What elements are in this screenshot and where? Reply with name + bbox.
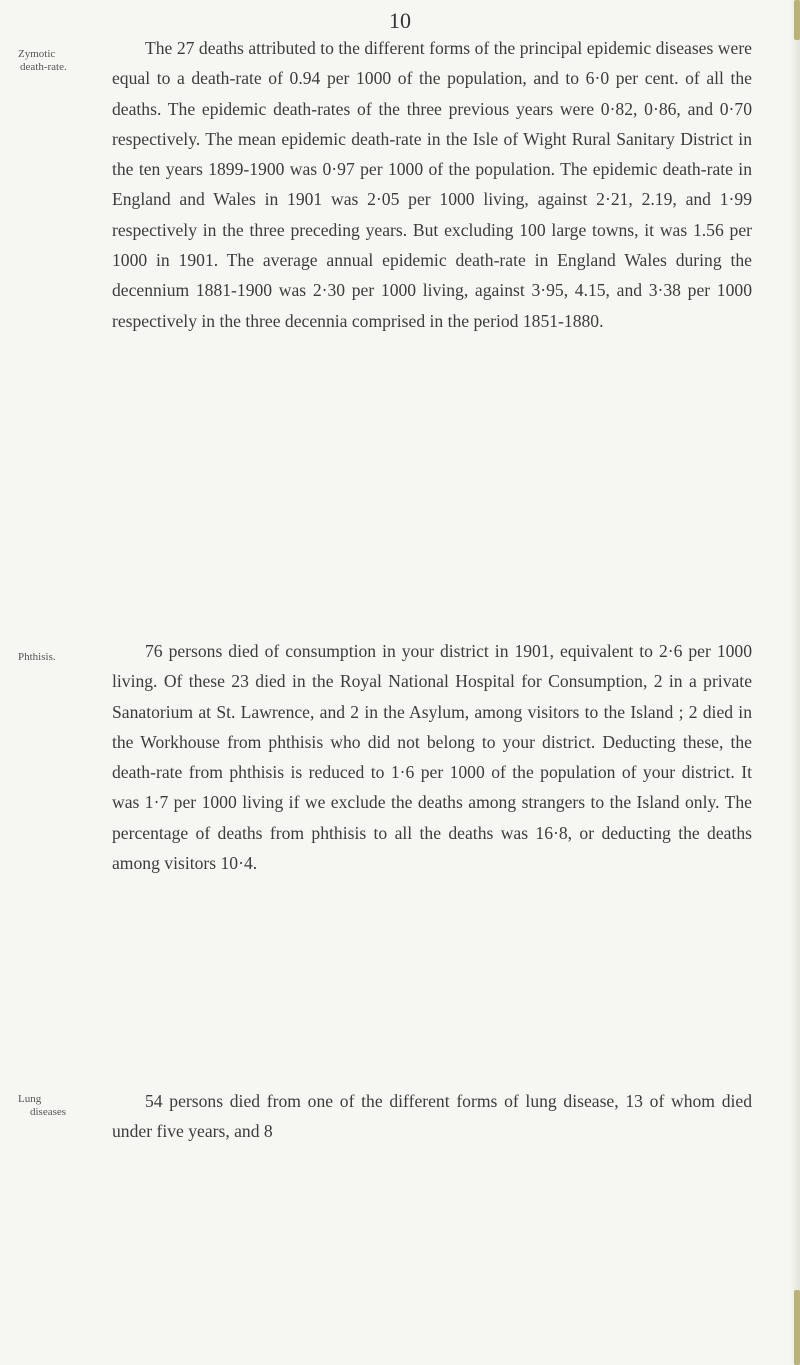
page-edge-stain: [794, 1290, 800, 1365]
paragraph-lung-diseases: 54 persons died from one of the different forms of lung disease, 13 of whom died under five years, and 8: [112, 1091, 752, 1142]
page-edge-shadow: [790, 0, 800, 1365]
sidenote-phthisis: [18, 651, 98, 664]
sidenote-line: Phthisis.: [18, 651, 56, 663]
paragraph-phthisis: 76 persons died of consumption in your district in 1901, equivalent to 2·6 per 1000 living. Of these 23 died in the Royal National Hospital for Consumption, 2 in a private Sanatorium at St. Lawrence, and 2 in the Asylum, among visitors to the Island ; 2 died in the Workhouse from phthisis who did not belong to your district. Deducting these, the death-rate from phthisis is reduced to 1·6 per 1000 of the population of your district. It was 1·7 per 1000 living if we exclude the deaths among strangers to the Island only. The percentage of deaths from phthisis to all the deaths was 16·8, or deducting the deaths among visitors 10·4.: [112, 641, 752, 874]
paragraph-zymotic: The 27 deaths attributed to the different forms of the principal epidemic diseases were equal to a death-rate of 0.94 per 1000 of the population, and to 6·0 per cent. of all the deaths. The epidemic death-rates of the three previous years were 0·82, 0·86, and 0·70 respectively. The mean epidemic death-rate in the Isle of Wight Rural Sanitary District in the ten years 1899-1900 was 0·97 per 1000 of the population. The epidemic death-rate in England and Wales in 1901 was 2·05 per 1000 living, against 2·21, 2.19, and 1·99 respectively in the three preceding years. But excluding 100 large towns, it was 1.56 per 1000 in 1901. The average annual epidemic death-rate in England Wales during the decennium 1881-1900 was 2·30 per 1000 living, against 3·95, 4.15, and 3·38 per 1000 respectively in the three decennia comprised in the period 1851-1880.: [112, 38, 752, 331]
page-edge-stain: [794, 0, 800, 40]
sidenote-line: Lung: [18, 1093, 42, 1105]
sidenote-lung-diseases: [18, 1093, 98, 1119]
sidenote-line: Zymotic: [18, 48, 56, 60]
sidenote-line: diseases: [30, 1106, 67, 1118]
sidenote-zymotic: [18, 48, 98, 74]
sidenote-line: death-rate.: [20, 61, 67, 73]
page-number: 10: [389, 8, 411, 33]
